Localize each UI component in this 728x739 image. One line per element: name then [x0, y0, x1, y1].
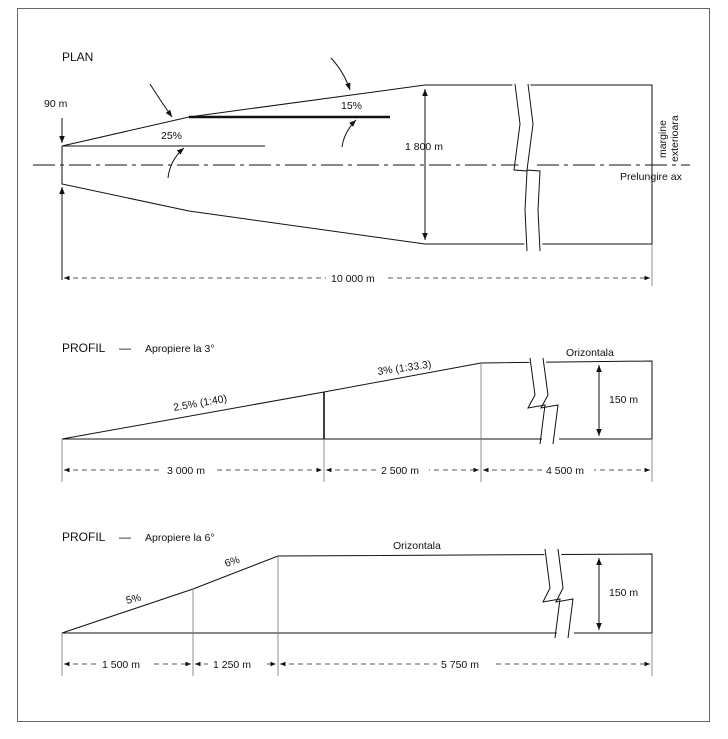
outer-edge-label-line2: exterioara [669, 115, 681, 162]
edge-arrow-2 [331, 58, 350, 90]
profile3-break-mark [528, 355, 560, 445]
slope-25-label: 25% [161, 130, 183, 142]
profile6-title: PROFIL [62, 530, 106, 544]
outer-edge-label-line1: margine [657, 120, 669, 158]
axis-label: Prelungire ax [620, 171, 682, 183]
profile6-subtitle: Apropiere la 6° [145, 532, 215, 544]
profile3-seg2-label: 2 500 m [381, 465, 419, 477]
inner-width-label: 90 m [44, 98, 68, 110]
edge-arrow-1 [150, 84, 172, 117]
profile6-slope1-label: 5% [124, 591, 143, 607]
width-1800-label: 1 800 m [405, 141, 443, 153]
profile-6deg [62, 530, 652, 676]
slope-15-arrow [342, 120, 356, 147]
profile6-seg3-label: 5 750 m [441, 659, 479, 671]
plan-view [33, 50, 690, 286]
profile3-outline [62, 358, 652, 439]
profile3-slope1-label: 2.5% (1:40) [172, 392, 228, 414]
total-length-label: 10 000 m [331, 273, 375, 285]
plan-title: PLAN [62, 50, 94, 64]
slope-25-arrow [168, 148, 184, 178]
profile6-height-label: 150 m [609, 587, 639, 599]
profile6-seg1-label: 1 500 m [102, 659, 140, 671]
profile6-seg2-label: 1 250 m [213, 659, 251, 671]
profile6-horizontal-label: Orizontala [393, 540, 441, 552]
profile3-seg1-label: 3 000 m [167, 465, 205, 477]
profile3-slope2-label: 3% (1:33.3) [376, 358, 433, 378]
profile-3deg [62, 341, 652, 482]
profile3-subtitle: Apropiere la 3° [145, 343, 215, 355]
profile3-seg3-label: 4 500 m [546, 465, 584, 477]
profile6-break-mark [543, 546, 575, 640]
profile3-dash: — [119, 341, 131, 355]
slope-15-label: 15% [341, 100, 363, 112]
profile6-slope2-label: 6% [223, 553, 242, 570]
profile6-dash: — [119, 530, 131, 544]
profile3-height-label: 150 m [609, 394, 639, 406]
plan-break-mark [512, 80, 543, 252]
profile3-title: PROFIL [62, 341, 106, 355]
profile3-horizontal-label: Orizontala [566, 347, 614, 359]
